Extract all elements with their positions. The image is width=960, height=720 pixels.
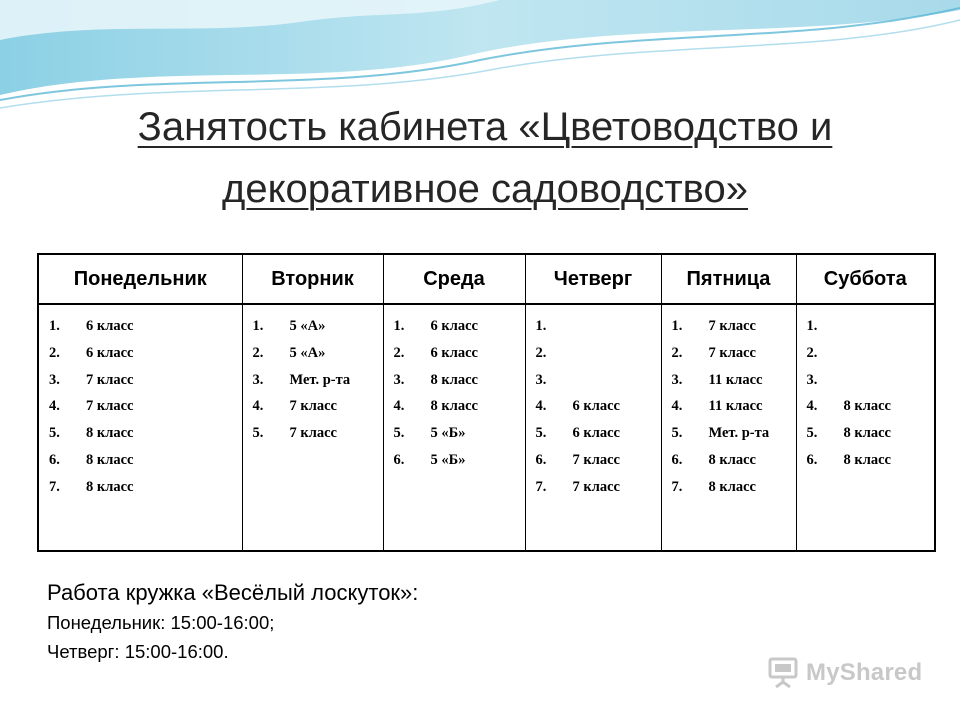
lesson-list xyxy=(243,313,383,447)
lesson-class: 8 класс xyxy=(86,478,134,495)
lesson-number: 3. xyxy=(806,371,818,388)
lesson-number: 2. xyxy=(49,344,60,361)
slide-title: Занятость кабинета «Цветоводство и декоративное садоводство» xyxy=(137,105,833,211)
presentation-board-icon xyxy=(766,656,800,690)
lesson-class: 8 класс xyxy=(843,451,891,468)
lesson-number: 3. xyxy=(252,371,264,388)
lesson-number: 1. xyxy=(252,318,264,334)
table-body-row xyxy=(38,304,935,551)
lesson-class: 7 класс xyxy=(708,344,756,361)
lesson-class: 7 класс xyxy=(289,398,337,415)
lesson-number: 1. xyxy=(49,318,60,334)
lesson-item xyxy=(49,367,242,394)
lesson-number: 7. xyxy=(535,478,547,495)
lesson-number: 3. xyxy=(535,371,547,388)
lesson-number: 2. xyxy=(806,344,818,361)
lesson-item xyxy=(253,393,383,420)
lesson-number: 5. xyxy=(671,425,683,442)
day-cell-wednesday xyxy=(383,304,525,551)
lesson-item xyxy=(807,340,935,367)
lesson-number: 5. xyxy=(49,425,60,442)
lesson-number: 6. xyxy=(49,451,60,468)
lesson-item xyxy=(394,367,525,394)
lesson-class: 7 класс xyxy=(572,478,620,495)
lesson-class: 8 класс xyxy=(708,451,756,468)
lesson-class: 6 класс xyxy=(572,425,620,442)
lesson-class: 6 класс xyxy=(86,318,134,334)
lesson-class: 8 класс xyxy=(86,451,134,468)
lesson-number: 4. xyxy=(806,398,818,415)
lesson-class: 7 класс xyxy=(86,398,134,415)
schedule-table xyxy=(37,253,936,552)
lesson-number: 1. xyxy=(671,318,683,334)
lesson-item xyxy=(394,447,525,474)
lesson-item xyxy=(394,340,525,367)
lesson-item xyxy=(536,474,661,501)
lesson-list xyxy=(797,313,935,474)
day-cell-saturday xyxy=(796,304,935,551)
lesson-number: 5. xyxy=(252,425,264,442)
lesson-item xyxy=(536,447,661,474)
lesson-number: 5. xyxy=(535,425,547,442)
lesson-item xyxy=(49,393,242,420)
lesson-item xyxy=(672,340,796,367)
lesson-number: 4. xyxy=(393,398,405,415)
lesson-class: 7 класс xyxy=(86,371,134,388)
lesson-class: 6 класс xyxy=(572,398,620,415)
lesson-number: 3. xyxy=(393,371,405,388)
club-info xyxy=(47,578,418,666)
day-header-wednesday: Среда xyxy=(383,254,525,304)
lesson-number: 5. xyxy=(806,425,818,442)
lesson-item xyxy=(536,313,661,340)
lesson-class: 6 класс xyxy=(430,344,478,361)
lesson-item xyxy=(253,367,383,394)
lesson-item xyxy=(49,420,242,447)
lesson-number: 7. xyxy=(49,478,60,495)
lesson-class: 8 класс xyxy=(708,478,756,495)
lesson-list xyxy=(526,313,661,501)
lesson-item xyxy=(536,420,661,447)
lesson-item xyxy=(49,474,242,501)
lesson-number: 2. xyxy=(535,344,547,361)
watermark-text: MyShared xyxy=(806,659,923,686)
lesson-class: 8 класс xyxy=(430,371,478,388)
lesson-number: 4. xyxy=(252,398,264,415)
lesson-number: 7. xyxy=(671,478,683,495)
day-header-thursday: Четверг xyxy=(525,254,661,304)
lesson-number: 3. xyxy=(671,371,683,388)
club-heading: Работа кружка «Весёлый лоскуток»: xyxy=(47,580,419,605)
lesson-number: 6. xyxy=(535,451,547,468)
lesson-item xyxy=(807,393,935,420)
table-header-row xyxy=(38,254,935,304)
lesson-item xyxy=(394,393,525,420)
lesson-number: 2. xyxy=(252,344,264,361)
lesson-item xyxy=(253,420,383,447)
lesson-number: 6. xyxy=(393,451,405,468)
lesson-number: 2. xyxy=(393,344,405,361)
club-thursday-time: Четверг: 15:00-16:00. xyxy=(47,641,229,662)
lesson-item xyxy=(536,393,661,420)
lesson-number: 1. xyxy=(535,318,547,334)
lesson-item xyxy=(253,340,383,367)
lesson-class: 11 класс xyxy=(708,371,763,388)
day-cell-tuesday xyxy=(242,304,383,551)
day-header-friday: Пятница xyxy=(661,254,796,304)
lesson-item xyxy=(672,420,796,447)
lesson-class: 8 класс xyxy=(843,425,891,442)
lesson-class: 7 класс xyxy=(289,425,337,442)
lesson-item xyxy=(672,447,796,474)
lesson-class: 7 класс xyxy=(572,451,620,468)
lesson-item xyxy=(394,313,525,340)
day-header-tuesday: Вторник xyxy=(242,254,383,304)
lesson-number: 4. xyxy=(671,398,683,415)
lesson-class: 5 «Б» xyxy=(430,451,466,468)
day-cell-friday xyxy=(661,304,796,551)
lesson-class: 6 класс xyxy=(430,318,478,334)
lesson-list xyxy=(384,313,525,474)
lesson-number: 4. xyxy=(535,398,547,415)
lesson-class: 5 «А» xyxy=(289,344,326,361)
lesson-number: 4. xyxy=(49,398,60,415)
day-cell-thursday xyxy=(525,304,661,551)
lesson-number: 1. xyxy=(806,318,818,334)
lesson-item xyxy=(672,474,796,501)
lesson-class: 5 «Б» xyxy=(430,425,466,442)
lesson-item xyxy=(536,340,661,367)
lesson-class: 8 класс xyxy=(86,425,134,442)
lesson-list xyxy=(39,313,242,501)
lesson-number: 1. xyxy=(393,318,405,334)
watermark-logo xyxy=(766,656,922,690)
lesson-number: 6. xyxy=(806,451,818,468)
lesson-item xyxy=(807,313,935,340)
lesson-class: Мет. р-та xyxy=(289,371,351,388)
lesson-class: 8 класс xyxy=(843,398,891,415)
day-header-saturday: Суббота xyxy=(796,254,935,304)
lesson-item xyxy=(807,367,935,394)
lesson-number: 3. xyxy=(49,371,60,388)
lesson-class: 11 класс xyxy=(708,398,763,415)
lesson-class: 5 «А» xyxy=(289,318,326,334)
lesson-number: 6. xyxy=(671,451,683,468)
lesson-number: 2. xyxy=(671,344,683,361)
lesson-item xyxy=(49,447,242,474)
day-cell-monday xyxy=(38,304,242,551)
lesson-item xyxy=(672,393,796,420)
lesson-class: 8 класс xyxy=(430,398,478,415)
lesson-class: Мет. р-та xyxy=(708,425,770,442)
lesson-class: 6 класс xyxy=(86,344,134,361)
club-monday-time: Понедельник: 15:00-16:00; xyxy=(47,612,275,633)
day-header-monday: Понедельник xyxy=(38,254,242,304)
lesson-item xyxy=(807,447,935,474)
lesson-item xyxy=(49,340,242,367)
lesson-item xyxy=(394,420,525,447)
lesson-item xyxy=(672,313,796,340)
lesson-item xyxy=(536,367,661,394)
lesson-item xyxy=(49,313,242,340)
lesson-item xyxy=(807,420,935,447)
lesson-item xyxy=(253,313,383,340)
lesson-list xyxy=(662,313,796,501)
lesson-number: 5. xyxy=(393,425,405,442)
lesson-item xyxy=(672,367,796,394)
lesson-class: 7 класс xyxy=(708,318,756,334)
